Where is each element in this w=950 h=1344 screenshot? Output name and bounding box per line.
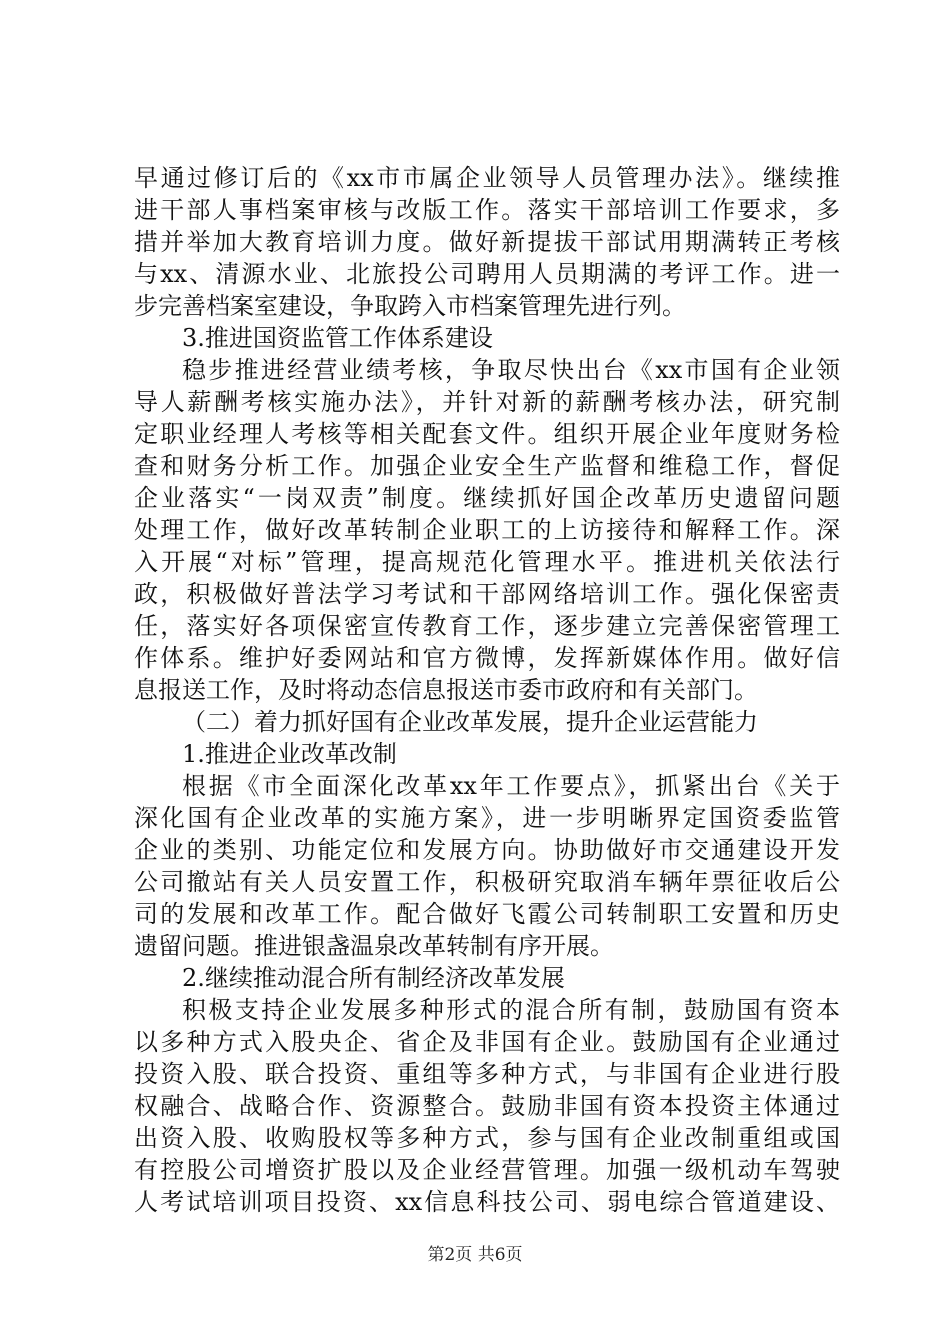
text-line: 企业落实“一岗双责”制度。继续抓好国企改革历史遗留问题 — [134, 484, 840, 512]
page-number: 第2页 共6页 — [427, 1245, 523, 1265]
text-line: 任，落实好各项保密宣传教育工作，逐步建立完善保密管理工 — [134, 612, 840, 640]
text-line: 权融合、战略合作、资源整合。鼓励非国有资本投资主体通过 — [134, 1092, 840, 1120]
text-line: 定职业经理人考核等相关配套文件。组织开展企业年度财务检 — [134, 420, 840, 448]
text-line: 步完善档案室建设，争取跨入市档案管理先进行列。 — [134, 292, 686, 320]
text-line: 进干部人事档案审核与改版工作。落实干部培训工作要求，多 — [134, 196, 840, 224]
text-line: 司的发展和改革工作。配合做好飞霞公司转制职工安置和历史 — [134, 900, 840, 928]
text-line: 根据《市全面深化改革xx年工作要点》，抓紧出台《关于 — [182, 772, 840, 800]
text-line: 入开展“对标”管理，提高规范化管理水平。推进机关依法行 — [134, 548, 840, 576]
text-line: 人考试培训项目投资、xx信息科技公司、弱电综合管道建设、 — [134, 1188, 840, 1216]
section-heading: （二）着力抓好国有企业改革发展，提升企业运营能力 — [182, 708, 758, 736]
text-line: 出资入股、收购股权等多种方式，参与国有企业改制重组或国 — [134, 1124, 840, 1152]
section-heading: 3.推进国资监管工作体系建设 — [182, 324, 493, 352]
text-line: 导人薪酬考核实施办法》，并针对新的薪酬考核办法，研究制 — [134, 388, 840, 416]
text-line: 息报送工作，及时将动态信息报送市委市政府和有关部门。 — [134, 676, 758, 704]
text-line: 作体系。维护好委网站和官方微博，发挥新媒体作用。做好信 — [134, 644, 840, 672]
text-line: 措并举加大教育培训力度。做好新提拔干部试用期满转正考核 — [134, 228, 840, 256]
section-heading: 1.推进企业改革改制 — [182, 740, 397, 768]
text-line: 遗留问题。推进银盏温泉改革转制有序开展。 — [134, 932, 614, 960]
text-line: 以多种方式入股央企、省企及非国有企业。鼓励国有企业通过 — [134, 1028, 840, 1056]
text-line: 稳步推进经营业绩考核，争取尽快出台《xx市国有企业领 — [182, 356, 840, 384]
page-footer — [0, 1244, 950, 1266]
text-line: 政，积极做好普法学习考试和干部网络培训工作。强化保密责 — [134, 580, 840, 608]
text-line: 投资入股、联合投资、重组等多种方式，与非国有企业进行股 — [134, 1060, 840, 1088]
text-line: 查和财务分析工作。加强企业安全生产监督和维稳工作，督促 — [134, 452, 840, 480]
section-heading: 2.继续推动混合所有制经济改革发展 — [182, 964, 565, 992]
document-body — [134, 162, 840, 1218]
text-line: 有控股公司增资扩股以及企业经营管理。加强一级机动车驾驶 — [134, 1156, 840, 1184]
text-line: 公司撤站有关人员安置工作，积极研究取消车辆年票征收后公 — [134, 868, 840, 896]
text-line: 与xx、清源水业、北旅投公司聘用人员期满的考评工作。进一 — [134, 260, 840, 288]
text-line: 积极支持企业发展多种形式的混合所有制，鼓励国有资本 — [182, 996, 840, 1024]
text-line: 企业的类别、功能定位和发展方向。协助做好市交通建设开发 — [134, 836, 840, 864]
text-line: 处理工作，做好改革转制企业职工的上访接待和解释工作。深 — [134, 516, 840, 544]
text-line: 深化国有企业改革的实施方案》，进一步明晰界定国资委监管 — [134, 804, 840, 832]
text-line: 早通过修订后的《xx市市属企业领导人员管理办法》。继续推 — [134, 164, 840, 192]
